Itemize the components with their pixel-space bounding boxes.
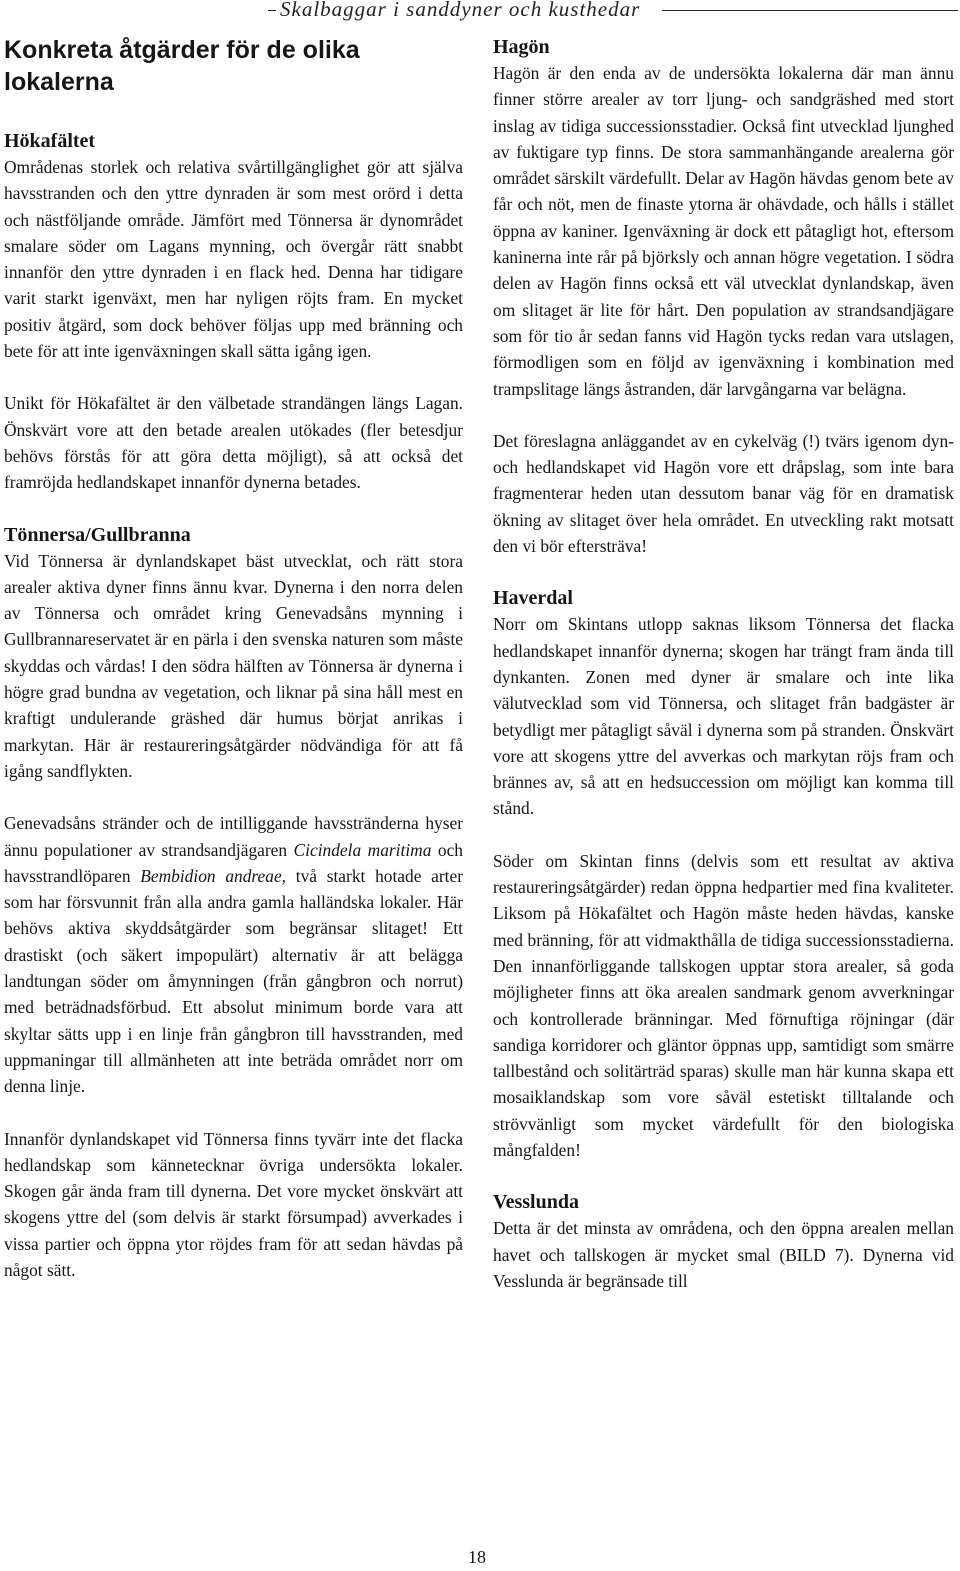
page-heading: Konkreta åtgärder för de olika lokalerna xyxy=(4,36,360,96)
paragraph: Vid Tönnersa är dynlandskapet bäst utvecklat, och rätt stora arealer aktiva dyner finns ännu kvar. Dynerna i den norra delen av Tönnersa och området kring Genevadsåns mynning i Gullbrannareservatet är en pärla i den svenska naturen som måste skyddas och vårdas! I den södra hälften av Tönnersa är dynerna i högre grad bundna av vegetation, och liknar på sina håll mest en kraftigt undulerande gräshed där humus börjat anrikas i markytan. Här är restaureringsåtgärder nödvändiga för att få igång sandflykten. xyxy=(4,550,463,781)
paragraph: Områdenas storlek och relativa svårtillgänglighet gör att själva havsstranden och den yttre dynraden är som mest orörd i detta och nästföljande område. Jämfört med Tönnersa är dynområdet smalare söder om Lagans mynning, och övergår rätt snabbt innanför den yttre dynraden i en flack hed. Denna har tidigare varit starkt igenväxt, men har nyligen röjts fram. En mycket positiv åtgärd, som dock behöver följas upp med bränning och bete för att inte igenväxningen skall sätta igång igen. xyxy=(4,157,463,362)
section-title-tonnersa: Tönnersa/Gullbranna xyxy=(4,523,191,546)
text-run: och havsstrandlöparen xyxy=(4,839,463,886)
text-run: två starkt hotade arter som har försvunnit från alla andra gamla halländska lokaler. Här behövs aktiva skyddsåtgärder som begränsar slitaget! Ett drastiskt (och säkert impopulärt) alternativ är att belägga landtungan söder om åmynningen (från gångbron och norrut) med beträdnadsförbud. Ett absolut minimum borde vara att skyltar sätts upp i en linje från gångbron till havsstranden, med uppmaningar till allmänheten att inte beträda området norr om denna linje. xyxy=(4,865,463,1097)
section-title-hagon: Hagön xyxy=(493,36,550,58)
page-number: 18 xyxy=(468,1547,486,1567)
paragraph: Norr om Skintans utlopp saknas liksom Tönnersa det flacka hedlandskapet innanför dynerna; skogen har trängt fram ända till dynkanten. Zonen med dyner är smalare och inte lika välutvecklad som vid Tönnersa, och slitaget från badgäster är betydligt mer påtagligt såväl i dynerna som på stranden. Önskvärt vore att skogens yttre del avverkas och markytan röjs fram och brännes av, så att en hedsuccession om möjligt kan komma till stånd. xyxy=(493,614,954,819)
paragraph: Unikt för Hökafältet är den välbetade strandängen längs Lagan. Önskvärt vore att den betade arealen utökades (fler betesdjur behövs förstås för att göra detta möjligt), så att också det framröjda hedlandskapet innanför dynerna betades. xyxy=(4,393,463,493)
text-run: Genevadsåns stränder och de intilliggande havsstränderna hyser ännu populationer av strandsandjägaren xyxy=(4,813,463,860)
running-title: Skalbaggar i sanddyner och kusthedar xyxy=(280,0,641,21)
paragraph: Det föreslagna anläggandet av en cykelväg (!) tvärs igenom dyn- och hedlandskapet vid Hagön vore ett dråpslag, som inte bara fragmenterar heden utan dessutom banar väg för en dramatisk ökning av slitaget över hela området. En utveckling rakt motsatt den vi bör eftersträva! xyxy=(493,430,954,557)
species-name: Cicindela maritima xyxy=(293,839,432,860)
paragraph: Detta är det minsta av områdena, och den öppna arealen mellan havet och tallskogen är mycket smal (BILD 7). Dynerna vid Vesslunda är begränsade till xyxy=(493,1218,954,1291)
right-column xyxy=(493,34,954,1320)
section-title-haverdal: Haverdal xyxy=(493,587,573,610)
header-rule-left xyxy=(268,10,276,11)
paragraph: Hagön är den enda av de undersökta lokalerna där man ännu finner större arealer av torr ljung- och sandgräshed med stort inslag av tidiga successionsstadier. Också fint utvecklad ljunghed av fuktigare typ finns. De stora sammanhängande arealerna gör området särskilt värdefullt. Delar av Hagön hävdas genom bete av får och nöt, men de finaste ytorna är ohävdade, och hålls i stället öppna av kaniner. Igenväxning är dock ett påtagligt hot, eftersom kaninerna inte rår på björksly och annan högre vegetation. I södra delen av Hagön finns också ett väl utvecklat dynlandskap, även om slitaget är lite för hårt. Den population av strandsandjägare som för tio år sedan fanns vid Hagön tycks redan vara utslagen, förmodligen som en följd av igenväxning i kombination med trampslitage längs åstranden, där larvgångarna var belägna. xyxy=(493,63,954,399)
species-paragraph xyxy=(4,810,463,1099)
header-rule-right xyxy=(662,10,958,11)
paragraph: Innanför dynlandskapet vid Tönnersa finns tyvärr inte det flacka hedlandskap som kännetecknar övriga undersökta lokaler. Skogen går ända fram till dynerna. Det vore mycket önskvärt att skogens yttre del (som delvis är starkt försumpad) avverkades i vissa partier och öppna ytor röjdes fram för att sedan hävdas på något sätt. xyxy=(4,1128,463,1280)
section-title-hokafaltet: Hökafältet xyxy=(4,130,96,152)
species-name: Bembidion andreae, xyxy=(140,865,287,886)
left-column xyxy=(4,34,463,1309)
section-title-vesslunda: Vesslunda xyxy=(493,1191,579,1214)
running-header xyxy=(0,0,960,22)
paragraph: Söder om Skintan finns (delvis som ett resultat av aktiva restaureringsåtgärder) redan öppna hedpartier med fina kvaliteter. Liksom på Hökafältet och Hagön måste heden hävdas, kanske med bränning, för att vidmakthålla de tidiga successionsstadierna. Den innanförliggande tallskogen upptar stora arealer, så goda möjligheter finns att öka arealen sandmark genom avverkningar och kontrollerade bränningar. Med förnuftiga röjningar (där sandiga korridorer och gläntor öppnas upp, samtidigt som smärre tallbestånd och solitärträd sparas) skulle man här kunna skapa ett mosaiklandskap som vore såväl estetiskt tilltalande och strövvänligt som mycket värdefullt för den biologiska mångfalden! xyxy=(493,850,954,1160)
